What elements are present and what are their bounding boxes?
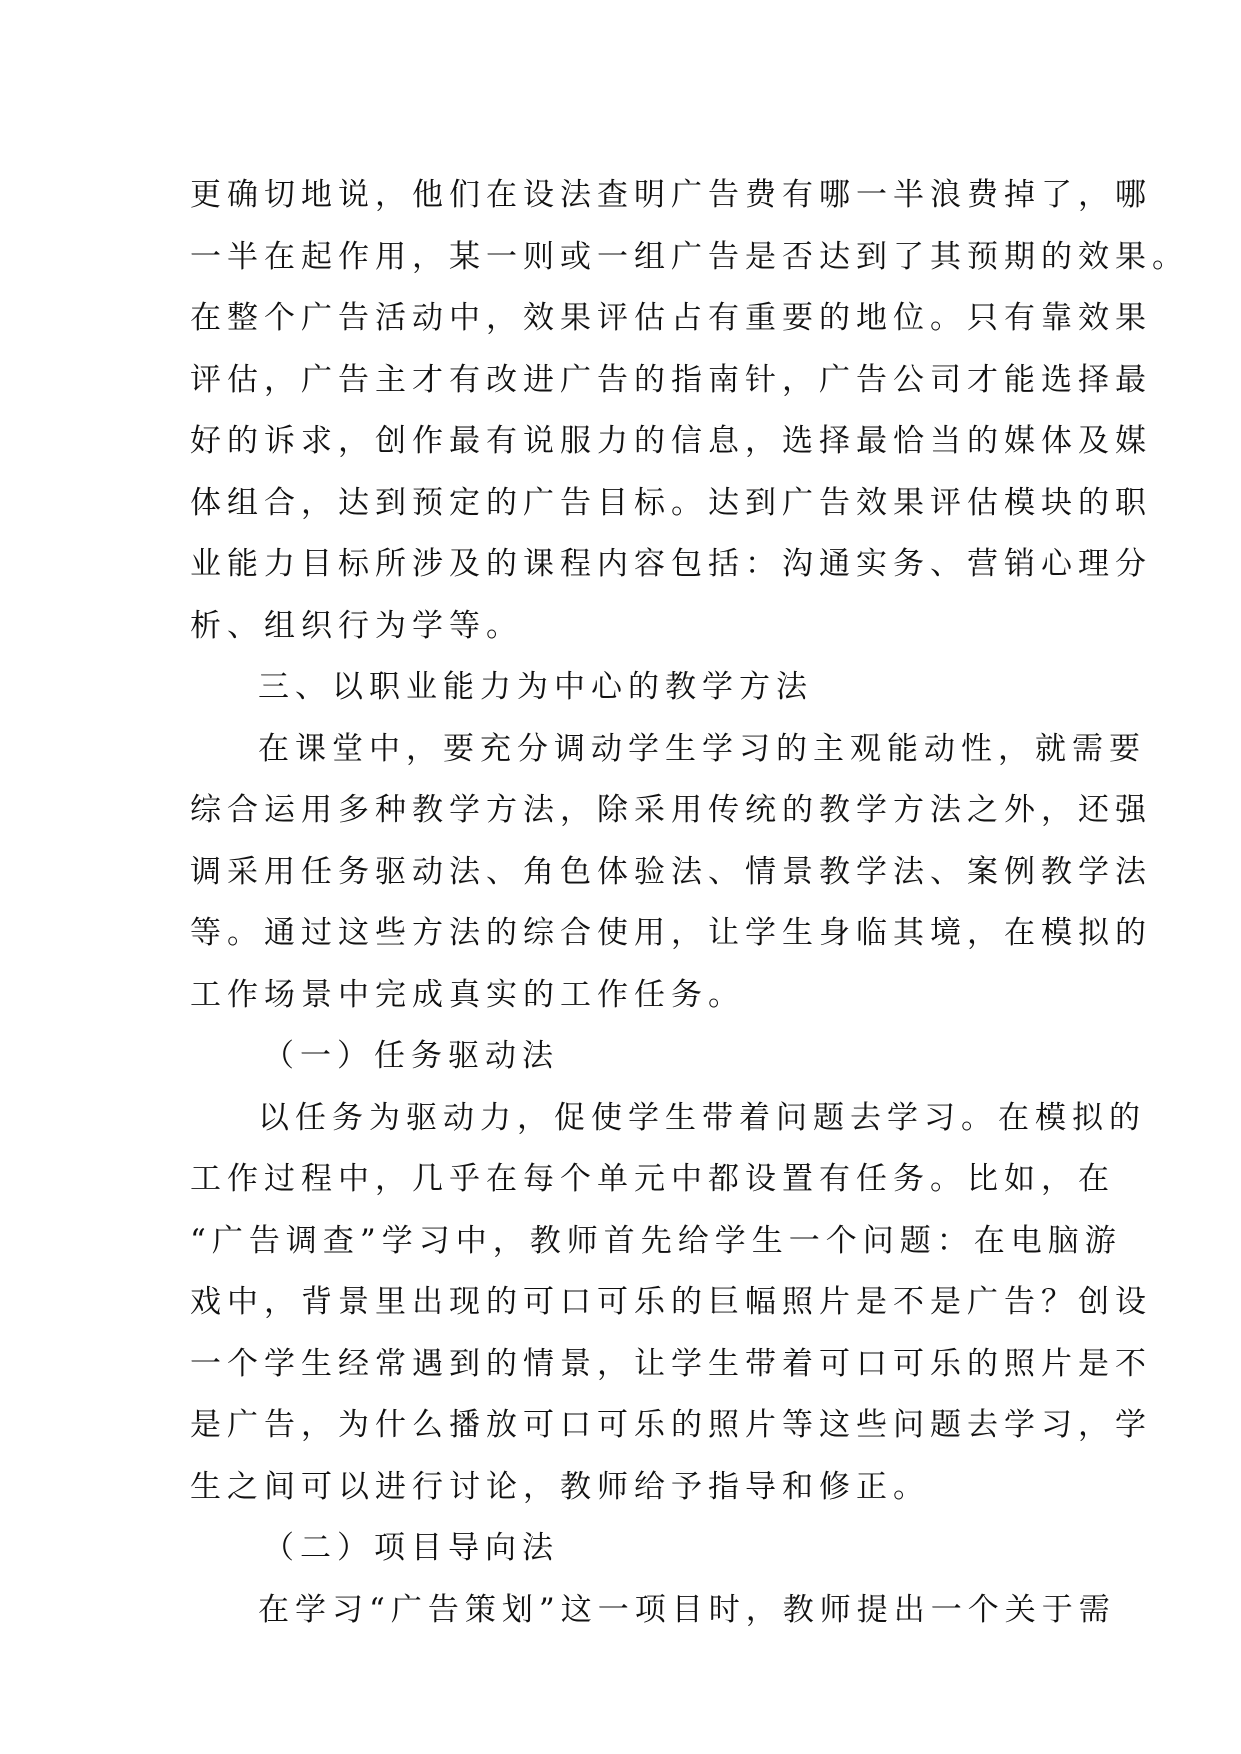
text-line: 评估，广告主才有改进广告的指南针，广告公司才能选择最 (190, 361, 1152, 398)
text-line: 工作过程中，几乎在每个单元中都设置有任务。比如，在 (190, 1161, 1115, 1197)
text-line: 一半在起作用，某一则或一组广告是否达到了其预期的效果。 (190, 238, 1189, 275)
document-body (190, 165, 1189, 1641)
paragraph-start-line: 以任务为驱动力，促使学生带着问题去学习。在模拟的 (258, 1099, 1146, 1136)
text-line: 好的诉求，创作最有说服力的信息，选择最恰当的媒体及媒 (190, 423, 1152, 459)
subsection-heading: （一）任务驱动法 (263, 1038, 559, 1074)
text-line: 综合运用多种教学方法，除采用传统的教学方法之外，还强 (190, 792, 1152, 828)
text-line: 在整个广告活动中，效果评估占有重要的地位。只有靠效果 (190, 300, 1152, 336)
text-line: 生之间可以进行讨论，教师给予指导和修正。 (190, 1468, 930, 1505)
text-line: 工作场景中完成真实的工作任务。 (190, 976, 745, 1013)
text-line: 等。通过这些方法的综合使用，让学生身临其境，在模拟的 (190, 915, 1152, 951)
text-line: 调采用任务驱动法、角色体验法、情景教学法、案例教学法 (190, 853, 1152, 890)
text-line: 一个学生经常遇到的情景，让学生带着可口可乐的照片是不 (190, 1345, 1152, 1382)
text-line: 业能力目标所涉及的课程内容包括：沟通实务、营销心理分 (190, 546, 1152, 582)
paragraph-start-line: 在课堂中，要充分调动学生学习的主观能动性，就需要 (258, 730, 1146, 767)
text-line: 体组合，达到预定的广告目标。达到广告效果评估模块的职 (190, 484, 1152, 521)
text-line: 戏中，背景里出现的可口可乐的巨幅照片是不是广告？创设 (190, 1284, 1152, 1320)
text-line: 析、组织行为学等。 (190, 607, 523, 644)
text-line: 更确切地说，他们在设法查明广告费有哪一半浪费掉了，哪 (190, 177, 1152, 213)
text-line: “广告调查”学习中，教师首先给学生一个问题：在电脑游 (190, 1222, 1122, 1259)
section-heading: 三、以职业能力为中心的教学方法 (258, 669, 813, 705)
text-line: 是广告，为什么播放可口可乐的照片等这些问题去学习，学 (190, 1407, 1152, 1443)
subsection-heading: （二）项目导向法 (263, 1530, 559, 1566)
paragraph-start-line: 在学习“广告策划”这一项目时，教师提出一个关于需 (258, 1591, 1116, 1628)
